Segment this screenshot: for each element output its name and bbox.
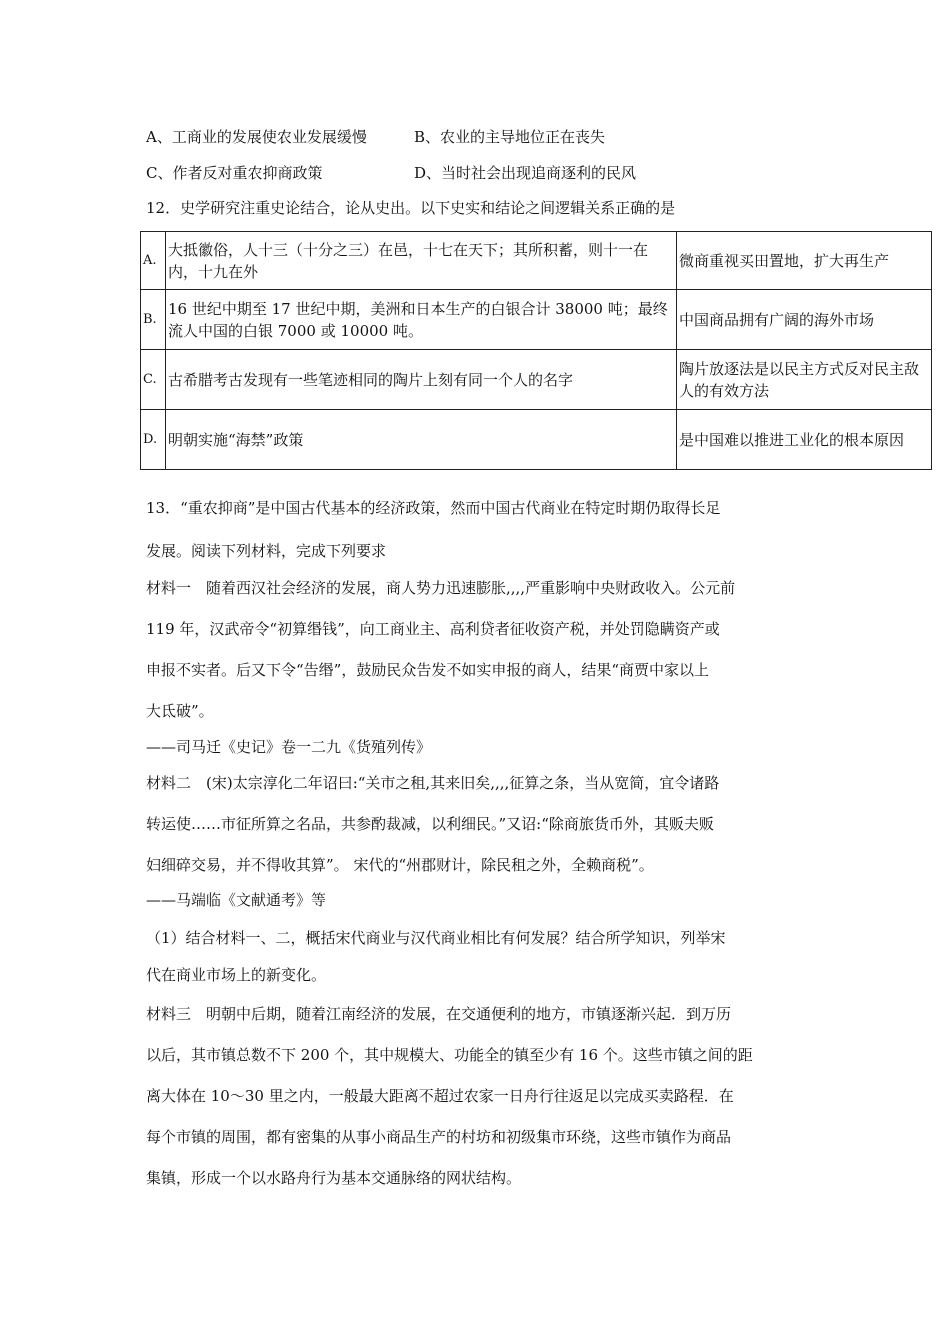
row-fact: 古希腊考古发现有一些笔迹相同的陶片上刻有同一个人的名字 — [166, 350, 677, 410]
material-3-line: 每个市镇的周围，都有密集的从事小商品生产的村坊和初级集市环绕，这些市镇作为商品 — [146, 1128, 732, 1146]
material-3-line: 集镇，形成一个以水路舟行为基本交通脉络的网状结构。 — [146, 1169, 522, 1187]
row-label: A. — [141, 232, 166, 290]
table-row — [141, 232, 932, 290]
row-conclusion: 中国商品拥有广阔的海外市场 — [677, 290, 932, 350]
option-b: B、农业的主导地位正在丧失 — [414, 128, 606, 146]
table-row — [141, 410, 932, 470]
material-1-source: ——司马迁《史记》卷一二九《货殖列传》 — [146, 738, 432, 756]
row-fact: 16 世纪中期至 17 世纪中期，美洲和日本生产的白银合计 38000 吨；最终流人中国的白银 7000 或 10000 吨。 — [166, 290, 677, 350]
sub-question-1-cont: 代在商业市场上的新变化。 — [146, 966, 327, 984]
row-conclusion: 陶片放逐法是以民主方式反对民主敌人的有效方法 — [677, 350, 932, 410]
row-label: C. — [141, 350, 166, 410]
row-conclusion: 是中国难以推进工业化的根本原因 — [677, 410, 932, 470]
sub-question-1: （1）结合材料一、二，概括宋代商业与汉代商业相比有何发展？结合所学知识，列举宋 — [146, 929, 726, 947]
question-12-stem: 12．史学研究注重史论结合，论从史出。以下史实和结论之间逻辑关系正确的是 — [146, 199, 676, 217]
row-fact: 大抵徽俗，人十三（十分之三）在邑，十七在天下；其所积蓄，则十一在内，十九在外 — [166, 232, 677, 290]
option-d: D、当时社会出现追商逐利的民风 — [414, 164, 637, 182]
table-row — [141, 290, 932, 350]
material-1-line: 119 年，汉武帝令“初算缗钱”，向工商业主、高利贷者征收资产税，并处罚隐瞒资产或 — [146, 620, 720, 638]
option-a: A、工商业的发展使农业发展缓慢 — [146, 128, 367, 146]
material-1-line: 申报不实者。后又下令“告缗”，鼓励民众告发不如实申报的商人，结果“商贾中家以上 — [146, 661, 710, 679]
material-2-source: ——马端临《文献通考》等 — [146, 891, 327, 909]
table-row — [141, 350, 932, 410]
material-3-line: 以后，其市镇总数不下 200 个，其中规模大、功能全的镇至少有 16 个。这些市镇之间的距 — [146, 1046, 753, 1064]
question-12-table — [140, 231, 932, 470]
row-fact: 明朝实施“海禁”政策 — [166, 410, 677, 470]
material-2-line: 妇细碎交易，并不得收其算”。 宋代的“州郡财计，除民租之外，全赖商税”。 — [146, 856, 654, 874]
question-13-stem-cont: 发展。阅读下列材料，完成下列要求 — [146, 542, 387, 560]
question-13-stem: 13．“重农抑商”是中国古代基本的经济政策，然而中国古代商业在特定时期仍取得长足 — [146, 499, 721, 517]
material-2-line: 转运使……市征所算之名品，共参酌裁减，以利细民。”又诏:“除商旅货币外，其贩夫贩 — [146, 815, 714, 833]
material-1-line: 大氐破”。 — [146, 702, 214, 720]
material-3-line: 离大体在 10～30 里之内，一般最大距离不超过农家一日舟行往返足以完成买卖路程．在 — [146, 1087, 734, 1105]
material-1-line: 材料一 随着西汉社会经济的发展，商人势力迅速膨胀,,,,严重影响中央财政收入。公元前 — [146, 579, 736, 597]
option-c: C、作者反对重农抑商政策 — [146, 164, 323, 182]
row-conclusion: 微商重视买田置地，扩大再生产 — [677, 232, 932, 290]
material-3-line: 材料三 明朝中后期，随着江南经济的发展，在交通便利的地方，市镇逐渐兴起．到万历 — [146, 1005, 732, 1023]
material-2-line: 材料二 (宋)太宗淳化二年诏曰:“关市之租,其来旧矣,,,,征算之条，当从宽简，宜令诸路 — [146, 774, 720, 792]
row-label: D. — [141, 410, 166, 470]
row-label: B. — [141, 290, 166, 350]
